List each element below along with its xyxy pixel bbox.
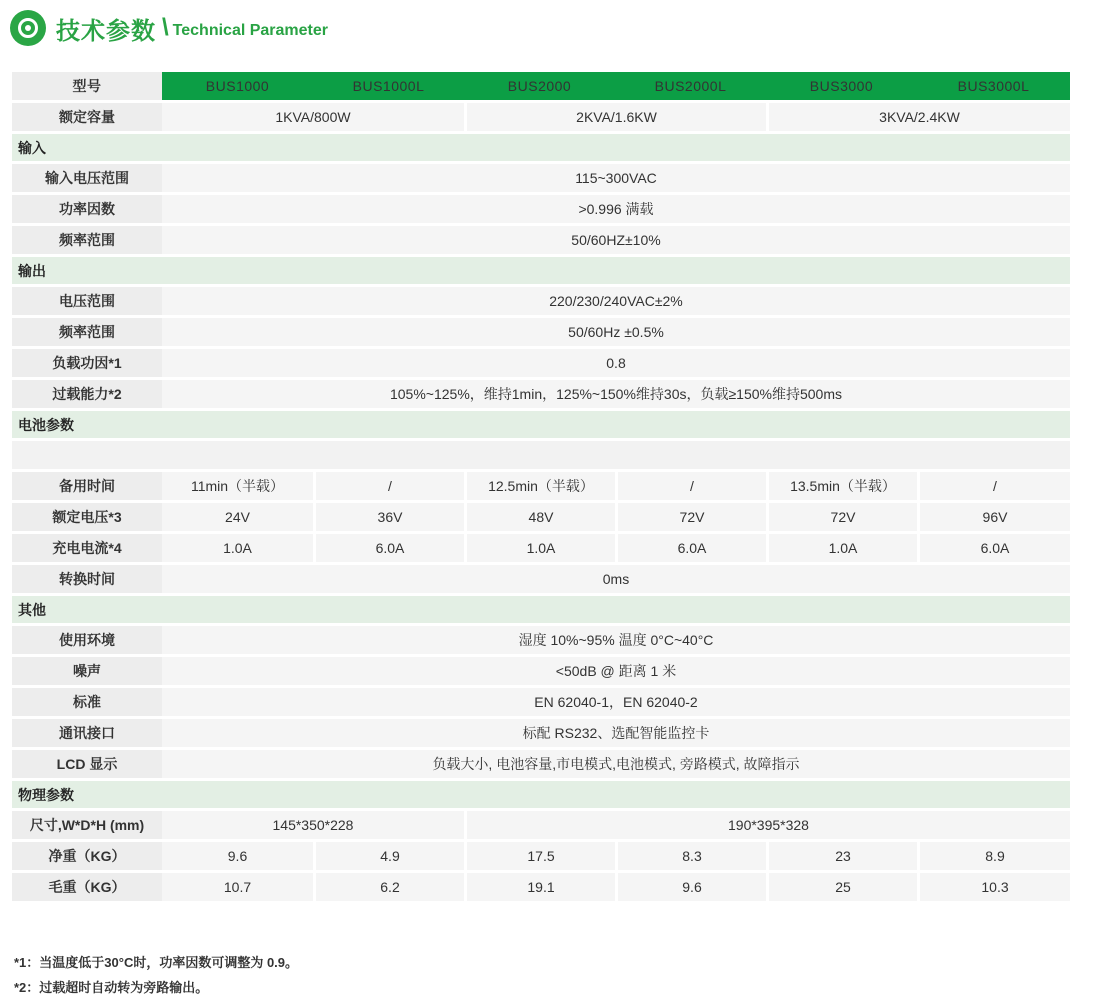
row-value: 6.2 — [313, 873, 464, 901]
table-row — [12, 226, 1070, 254]
table-row — [12, 626, 1070, 654]
row-label: 转换时间 — [12, 565, 162, 593]
table-row — [12, 164, 1070, 192]
model-name: BUS3000L — [917, 72, 1070, 100]
row-value: 50/60HZ±10% — [162, 226, 1070, 254]
table-row — [12, 719, 1070, 747]
section-title: 其他 — [12, 596, 1070, 623]
row-value: 湿度 10%~95% 温度 0°C~40°C — [162, 626, 1070, 654]
table-row — [12, 472, 1070, 500]
table-row — [12, 503, 1070, 531]
row-label: 输入电压范围 — [12, 164, 162, 192]
table-row — [12, 688, 1070, 716]
table-row — [12, 195, 1070, 223]
model-name: BUS3000 — [766, 72, 917, 100]
row-label: 噪声 — [12, 657, 162, 685]
row-value: <50dB @ 距离 1 米 — [162, 657, 1070, 685]
table-row — [12, 380, 1070, 408]
row-value: / — [615, 472, 766, 500]
table-row — [12, 873, 1070, 901]
row-value: 17.5 — [464, 842, 615, 870]
table-row — [12, 657, 1070, 685]
row-value: 8.3 — [615, 842, 766, 870]
row-value: 24V — [162, 503, 313, 531]
row-label: 毛重（KG） — [12, 873, 162, 901]
row-value: 4.9 — [313, 842, 464, 870]
row-value: 13.5min（半载） — [766, 472, 917, 500]
row-value: 23 — [766, 842, 917, 870]
row-label: 额定容量 — [12, 103, 162, 131]
section-row — [12, 596, 1070, 623]
row-value: 0.8 — [162, 349, 1070, 377]
row-value: 6.0A — [615, 534, 766, 562]
row-value: 2KVA/1.6KW — [464, 103, 766, 131]
row-value: 6.0A — [917, 534, 1070, 562]
row-value: 190*395*328 — [464, 811, 1070, 839]
row-value: 105%~125%，维持1min，125%~150%维持30s，负载≥150%维持500ms — [162, 380, 1070, 408]
blank-row — [12, 441, 1070, 469]
table-row — [12, 750, 1070, 778]
model-header-row — [12, 72, 1070, 100]
row-label: 使用环境 — [12, 626, 162, 654]
circle-logo-icon — [10, 10, 46, 46]
row-value: 115~300VAC — [162, 164, 1070, 192]
row-value: / — [917, 472, 1070, 500]
row-value: 96V — [917, 503, 1070, 531]
row-value: 8.9 — [917, 842, 1070, 870]
blank-cell — [162, 441, 1070, 469]
row-value: 1.0A — [464, 534, 615, 562]
row-label: 充电电流*4 — [12, 534, 162, 562]
row-label: 频率范围 — [12, 318, 162, 346]
row-value: 25 — [766, 873, 917, 901]
row-value: 1.0A — [162, 534, 313, 562]
table-row — [12, 318, 1070, 346]
row-value: >0.996 满载 — [162, 195, 1070, 223]
model-name: BUS2000L — [615, 72, 766, 100]
row-value: 50/60Hz ±0.5% — [162, 318, 1070, 346]
model-name: BUS2000 — [464, 72, 615, 100]
table-row — [12, 842, 1070, 870]
row-value: 9.6 — [615, 873, 766, 901]
section-title: 电池参数 — [12, 411, 1070, 438]
row-value: 72V — [766, 503, 917, 531]
spec-table — [12, 69, 1070, 904]
row-value: 3KVA/2.4KW — [766, 103, 1070, 131]
section-row — [12, 411, 1070, 438]
section-row — [12, 257, 1070, 284]
row-value: 220/230/240VAC±2% — [162, 287, 1070, 315]
table-row — [12, 534, 1070, 562]
row-label: 标准 — [12, 688, 162, 716]
row-value: 10.3 — [917, 873, 1070, 901]
row-value: 11min（半载） — [162, 472, 313, 500]
row-value: 负载大小, 电池容量,市电模式,电池模式, 旁路模式, 故障指示 — [162, 750, 1070, 778]
table-row — [12, 349, 1070, 377]
row-value: 12.5min（半载） — [464, 472, 615, 500]
section-title: 物理参数 — [12, 781, 1070, 808]
blank-cell — [12, 441, 162, 469]
row-label: LCD 显示 — [12, 750, 162, 778]
row-value: / — [313, 472, 464, 500]
footnote: *1：当温度低于30°C时，功率因数可调整为 0.9。 — [14, 955, 299, 970]
row-value: 72V — [615, 503, 766, 531]
row-label: 过载能力*2 — [12, 380, 162, 408]
row-label: 尺寸,W*D*H (mm) — [12, 811, 162, 839]
row-value: 1KVA/800W — [162, 103, 464, 131]
title-separator: \ — [162, 14, 169, 41]
row-value: 1.0A — [766, 534, 917, 562]
row-value: 48V — [464, 503, 615, 531]
row-label: 通讯接口 — [12, 719, 162, 747]
row-value: 标配 RS232、选配智能监控卡 — [162, 719, 1070, 747]
table-row — [12, 287, 1070, 315]
model-name: BUS1000L — [313, 72, 464, 100]
title-en: Technical Parameter — [172, 22, 329, 39]
row-value: 36V — [313, 503, 464, 531]
section-row — [12, 134, 1070, 161]
section-header — [10, 8, 328, 48]
title-zh: 技术参数 — [56, 17, 156, 45]
model-label: 型号 — [12, 72, 162, 100]
row-value: 9.6 — [162, 842, 313, 870]
footnote: *2：过载超时自动转为旁路输出。 — [14, 980, 209, 995]
row-value: 145*350*228 — [162, 811, 464, 839]
row-label: 电压范围 — [12, 287, 162, 315]
section-title: 输出 — [12, 257, 1070, 284]
footnotes — [14, 950, 298, 1000]
row-value: 0ms — [162, 565, 1070, 593]
row-label: 频率范围 — [12, 226, 162, 254]
row-label: 负载功因*1 — [12, 349, 162, 377]
row-value: 10.7 — [162, 873, 313, 901]
row-value: 6.0A — [313, 534, 464, 562]
row-label: 功率因数 — [12, 195, 162, 223]
table-row — [12, 811, 1070, 839]
table-row — [12, 103, 1070, 131]
row-label: 额定电压*3 — [12, 503, 162, 531]
model-name: BUS1000 — [162, 72, 313, 100]
section-title: 输入 — [12, 134, 1070, 161]
row-label: 备用时间 — [12, 472, 162, 500]
row-label: 净重（KG） — [12, 842, 162, 870]
table-row — [12, 565, 1070, 593]
row-value: EN 62040-1，EN 62040-2 — [162, 688, 1070, 716]
section-row — [12, 781, 1070, 808]
row-value: 19.1 — [464, 873, 615, 901]
